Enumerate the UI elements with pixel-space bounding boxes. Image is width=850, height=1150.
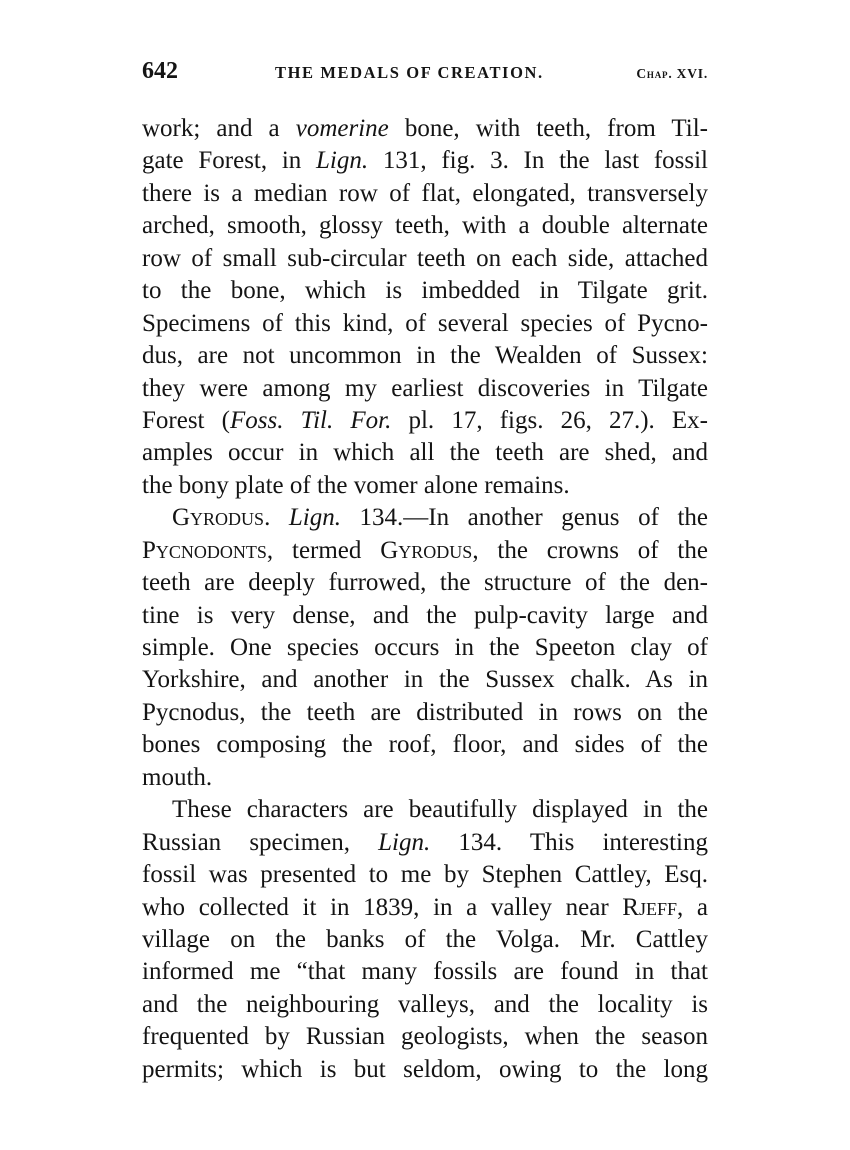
text-line: and the neighbouring valleys, and the locality is — [142, 990, 708, 1018]
text-line: arched, smooth, glossy teeth, with a double alternate — [142, 212, 708, 240]
text-line: to the bone, which is imbedded in Tilgate grit. — [142, 277, 708, 305]
text-line: row of small sub-circular teeth on each side, attached — [142, 244, 708, 272]
text-line: gate Forest, in Lign. 131, fig. 3. In the last fossil — [142, 147, 708, 175]
text-line: Specimens of this kind, of several species of Pycno- — [142, 309, 708, 337]
text-line: there is a median row of flat, elongated, transversely — [142, 179, 708, 207]
chapter-label — [636, 63, 708, 83]
text-line: the bony plate of the vomer alone remains. — [142, 471, 570, 499]
text-line: Pycnodonts, termed Gyrodus, the crowns of the — [142, 536, 708, 564]
running-header — [142, 58, 708, 92]
text-line: tine is very dense, and the pulp-cavity large and — [142, 601, 708, 629]
text-line: fossil was presented to me by Stephen Cattley, Esq. — [142, 861, 708, 889]
running-title: THE MEDALS OF CREATION. — [275, 63, 544, 82]
text-line: dus, are not uncommon in the Wealden of Sussex: — [142, 342, 708, 370]
body-text — [142, 113, 708, 1086]
text-line: Pycnodus, the teeth are distributed in rows on the — [142, 698, 708, 726]
text-line: bones composing the roof, floor, and sides of the — [142, 731, 708, 759]
text-line: Forest (Foss. Til. For. pl. 17, figs. 26, 27.). Ex- — [142, 406, 709, 434]
text-line: Gyrodus. Lign. 134.—In another genus of the — [172, 504, 709, 532]
page-number: 642 — [142, 58, 178, 84]
text-line: informed me “that many fossils are found in that — [142, 958, 708, 986]
text-line: teeth are deeply furrowed, the structure of the den- — [142, 569, 708, 597]
text-line: Yorkshire, and another in the Sussex chalk. As in — [142, 666, 708, 694]
text-line: These characters are beautifully displayed in the — [172, 796, 708, 824]
text-line: permits; which is but seldom, owing to the long — [142, 1055, 708, 1083]
text-line: they were among my earliest discoveries in Tilgate — [142, 374, 708, 402]
text-line: mouth. — [142, 763, 213, 791]
text-line: village on the banks of the Volga. Mr. Cattley — [142, 925, 708, 953]
text-line: amples occur in which all the teeth are shed, and — [142, 439, 708, 467]
text-line: work; and a vomerine bone, with teeth, from Til- — [142, 115, 708, 142]
text-line: frequented by Russian geologists, when the season — [142, 1023, 708, 1051]
text-line: Russian specimen, Lign. 134. This interesting — [142, 828, 708, 856]
text-line: who collected it in 1839, in a valley near Rjeff, a — [142, 893, 708, 921]
chapter-text: Chap. XVI. — [636, 66, 708, 81]
text-line: simple. One species occurs in the Speeton clay of — [142, 634, 708, 661]
